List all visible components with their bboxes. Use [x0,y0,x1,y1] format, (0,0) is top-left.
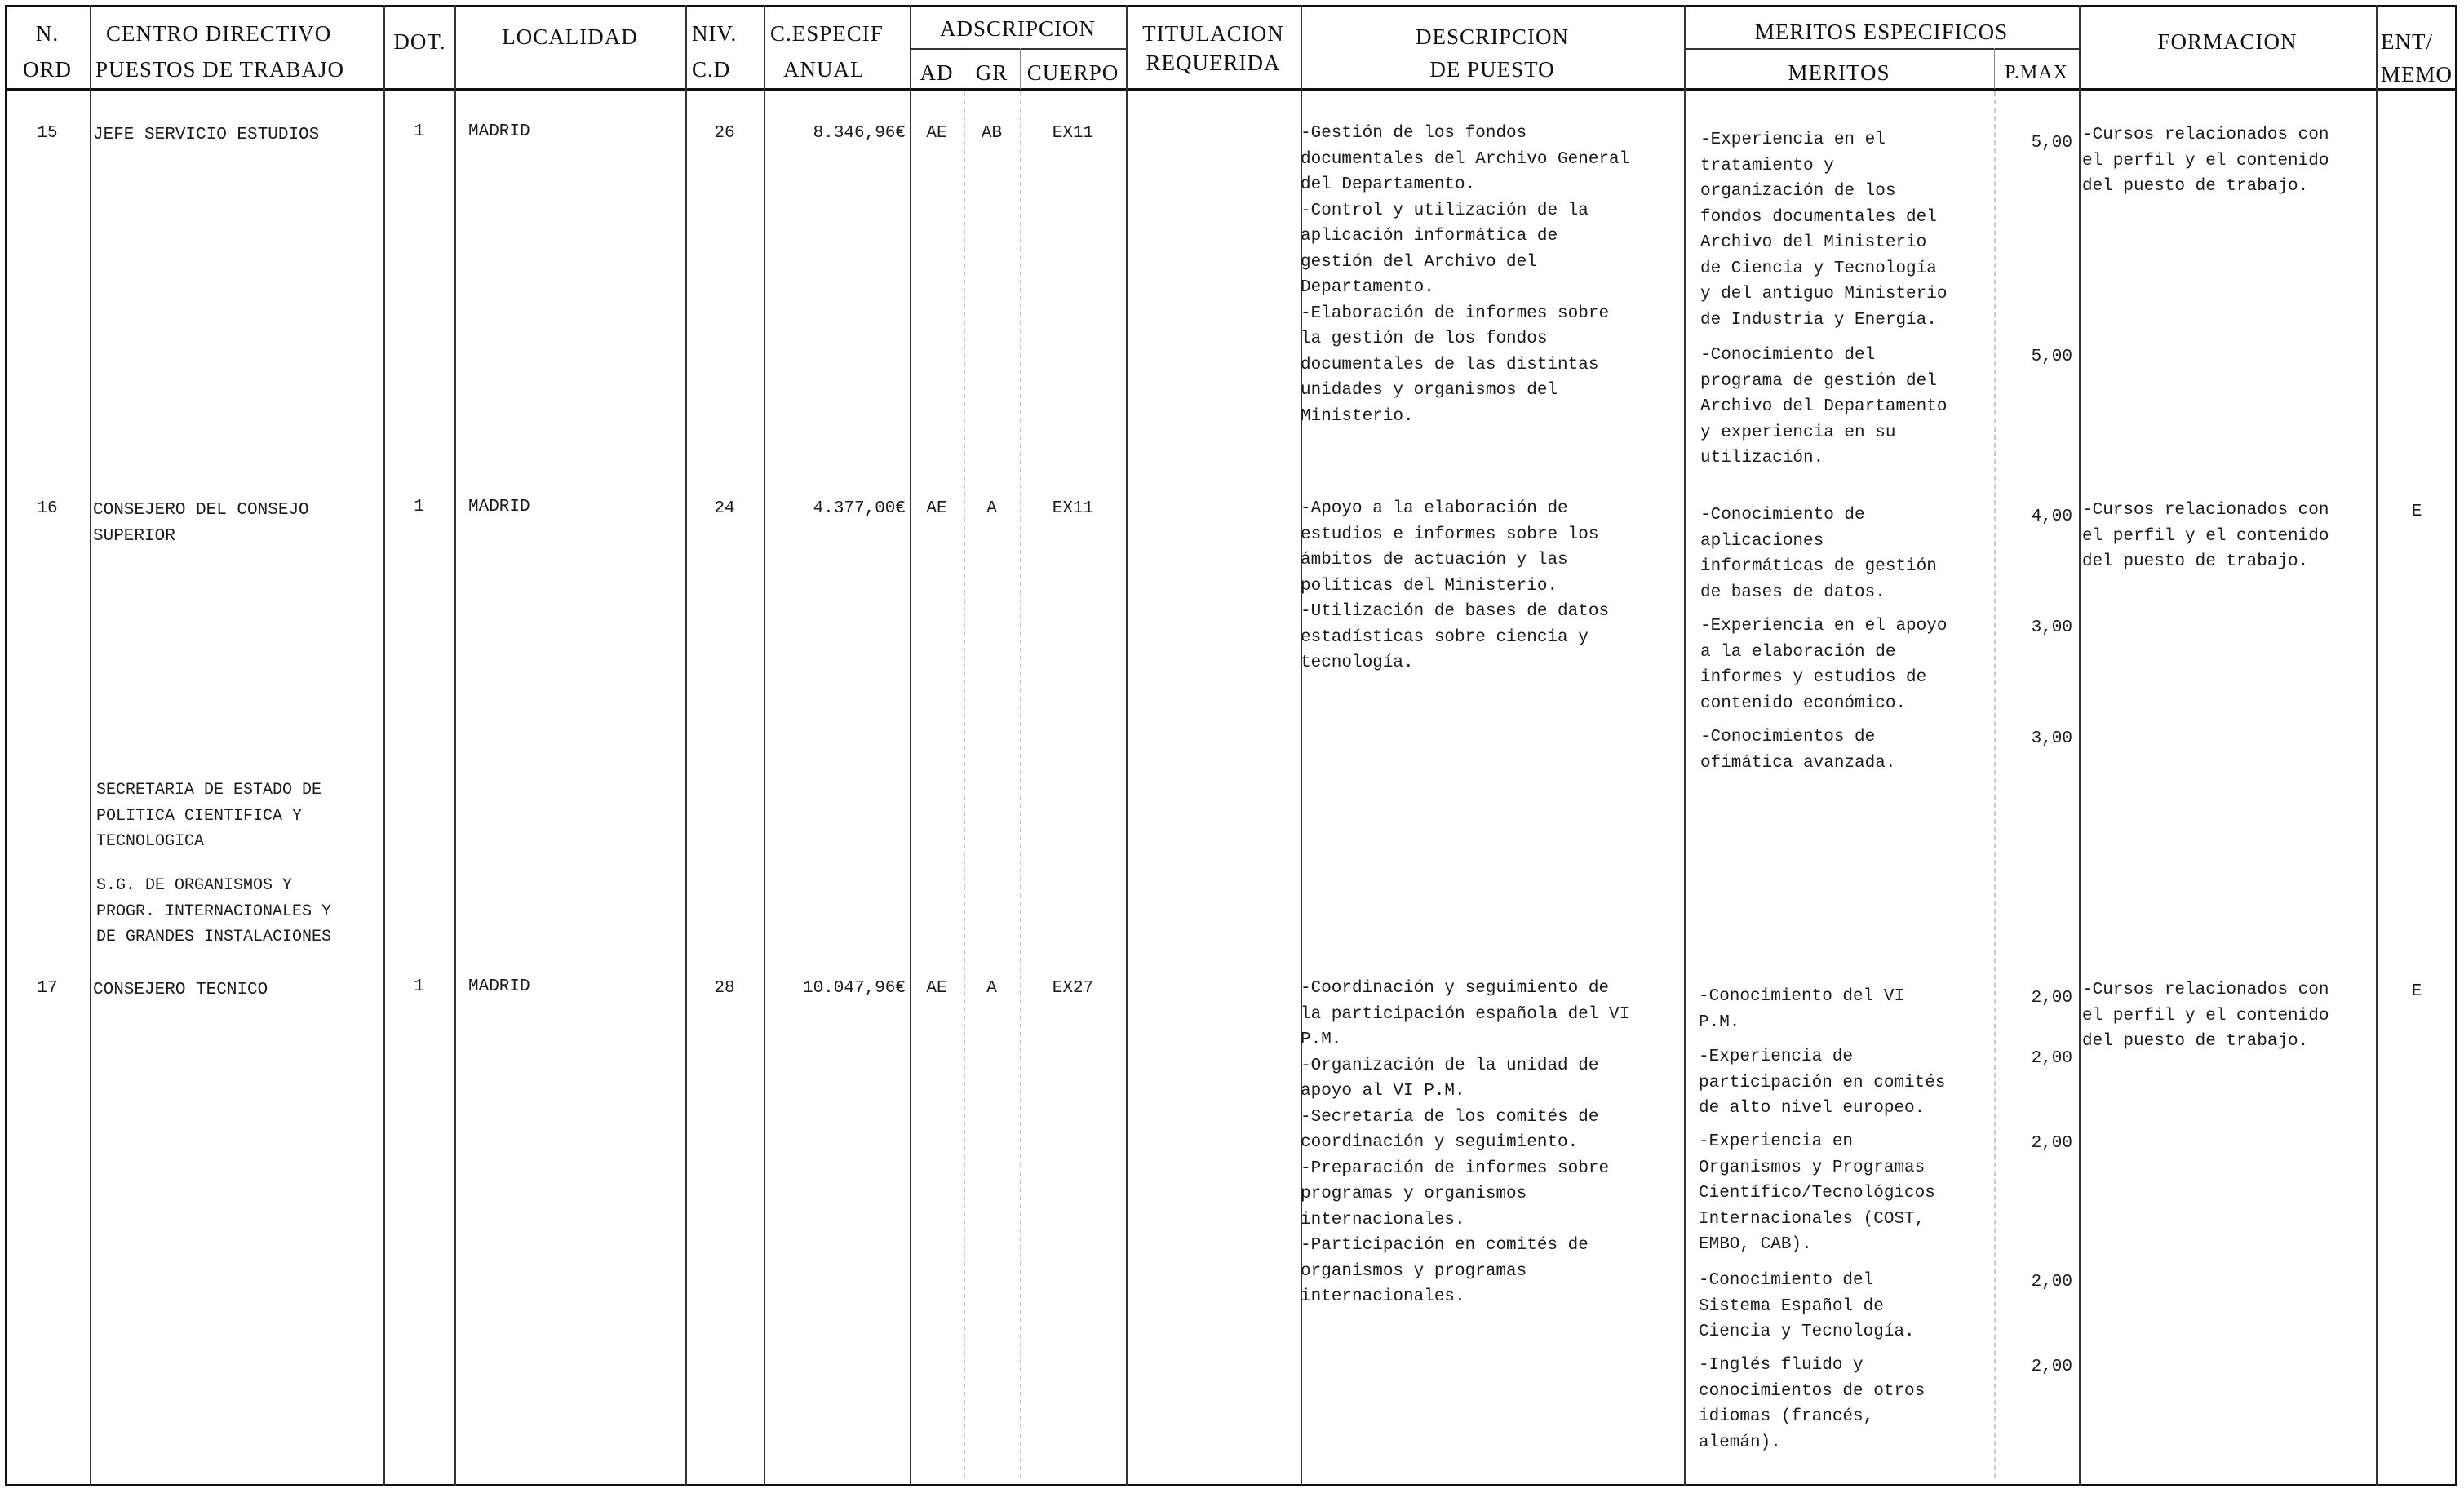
row-cuerpo: EX11 [1052,124,1094,143]
header-c-especif: C.ESPECIF [770,21,884,46]
ad-gr-dash [964,91,965,1478]
row-merito: -Inglés fluido y conocimientos de otros idiomas (francés, alemán). [1699,1356,1926,1452]
row-ad: AE [926,499,947,518]
col-rule [2376,5,2378,1486]
row-puesto: CONSEJERO TECNICO [93,981,268,999]
row-localidad: MADRID [468,122,530,141]
col-rule [1684,5,1686,1486]
row-especif: 10.047,96€ [802,979,906,998]
header-formacion: FORMACION [2157,29,2298,54]
row-merito-pmax: 2,00 [2031,989,2072,1008]
row-merito: -Conocimientos de ofimática avanzada. [1700,728,1896,773]
row-niv: 24 [714,499,735,518]
row-ord: 17 [37,979,58,998]
row-ent: E [2411,503,2422,521]
row-merito: -Conocimiento del Sistema Español de Ciencia y Tecnología. [1699,1271,1915,1341]
header-de-puesto: DE PUESTO [1429,57,1555,82]
row-merito: -Conocimiento de aplicaciones informáticas de gestión de bases de datos. [1700,506,1937,602]
row-merito: -Conocimiento del programa de gestión del Archivo del Departamento y experiencia en su utilización. [1700,346,1948,467]
row-merito: -Experiencia en Organismos y Programas Científico/Tecnológicos Internacionales (COST, EMBO, CAB). [1699,1132,1935,1254]
row-formacion: -Cursos relacionados con el perfil y el contenido del puesto de trabajo. [2082,126,2329,196]
gr-cuerpo-dash [1020,91,1021,1478]
row-merito-pmax: 3,00 [2031,618,2072,637]
row-merito-pmax: 2,00 [2031,1273,2072,1291]
row-niv: 28 [714,979,735,998]
col-rule [90,5,91,1486]
header-adscripcion: ADSCRIPCION [939,16,1097,41]
row-especif: 8.346,96€ [813,124,906,143]
adscripcion-sub-rule [910,48,1126,50]
header-pmax: P.MAX [2005,62,2068,83]
header-descripcion: DESCRIPCION [1415,24,1570,49]
col-rule [383,5,385,1486]
col-rule [685,5,687,1486]
header-memo: MEMO [2381,62,2453,86]
row-dot: 1 [414,977,424,996]
row-ent: E [2411,982,2422,1001]
header-anual: ANUAL [783,57,865,82]
header-meritos-especificos: MERITOS ESPECIFICOS [1754,20,2009,44]
row-merito-pmax: 2,00 [2031,1049,2072,1068]
row-dot: 1 [414,498,424,516]
col-rule [454,5,456,1486]
header-n: N. [35,21,60,46]
col-rule [910,5,911,1486]
header-requerida: REQUERIDA [1146,51,1281,75]
header-ent: ENT/ [2381,29,2433,54]
row-gr: A [986,979,997,998]
row-localidad: MADRID [468,498,530,516]
header-puestos-de-trabajo: PUESTOS DE TRABAJO [95,57,345,82]
row-cuerpo: EX27 [1052,979,1094,998]
row-cuerpo: EX11 [1052,499,1094,518]
row-descripcion: -Apoyo a la elaboración de estudios e informes sobre los ámbitos de actuación y las políticas del Ministerio. -Utilización de bases de datos estadísticas sobre ciencia y tecnología. [1301,499,1610,672]
col-rule [764,5,765,1486]
header-niv: NIV. [692,21,738,46]
row-formacion: -Cursos relacionados con el perfil y el contenido del puesto de trabajo. [2082,501,2329,571]
header-gr: GR [975,60,1008,85]
row-merito-pmax: 5,00 [2031,348,2072,366]
row-formacion: -Cursos relacionados con el perfil y el contenido del puesto de trabajo. [2082,981,2329,1051]
header-cuerpo: CUERPO [1026,60,1119,85]
header-centro-directivo: CENTRO DIRECTIVO [106,21,332,46]
header-ad: AD [920,60,954,85]
header-dot: DOT. [393,29,446,54]
row-puesto: CONSEJERO DEL CONSEJO SUPERIOR [93,501,309,546]
meritos-sub-rule [1684,48,2079,50]
row-merito-pmax: 4,00 [2031,507,2072,526]
row-descripcion: -Gestión de los fondos documentales del Archivo General del Departamento. -Control y utilización de la aplicación informática de gestión del Archivo del Departamento. -Elaboración de informes sobre la gestión de los fondos documentales de las distintas unidades y organismos del Ministerio. [1301,124,1630,426]
table-frame [5,5,2457,1486]
row-puesto: JEFE SERVICIO ESTUDIOS [93,126,320,144]
col-rule [1126,5,1128,1486]
header-meritos: MERITOS [1788,60,1890,85]
row-descripcion: -Coordinación y seguimiento de la participación española del VI P.M. -Organización de la unidad de apoyo al VI P.M. -Secretaría de los comités de coordinación y seguimiento. -Preparación de informes sobre programas y organismos internacionales. -Participación en comités de organismos y programas internacionales. [1301,979,1630,1306]
col-rule [2079,5,2081,1486]
row-gr: AB [981,124,1003,143]
row-localidad: MADRID [468,977,530,996]
row-merito-pmax: 2,00 [2031,1358,2072,1376]
header-localidad: LOCALIDAD [502,24,638,49]
row-merito-pmax: 5,00 [2031,134,2072,153]
row-merito-pmax: 3,00 [2031,729,2072,748]
row-merito: -Experiencia en el apoyo a la elaboración de informes y estudios de contenido económico. [1700,617,1948,713]
header-cd: C.D [692,57,731,82]
row-ord: 16 [37,499,58,518]
row-merito-pmax: 2,00 [2031,1134,2072,1153]
section-heading-subdireccion: S.G. DE ORGANISMOS Y PROGR. INTERNACIONALES Y DE GRANDES INSTALACIONES [96,876,332,946]
row-ad: AE [926,124,947,143]
row-gr: A [986,499,997,518]
row-ad: AE [926,979,947,998]
section-heading-secretaria: SECRETARIA DE ESTADO DE POLITICA CIENTIFICA Y TECNOLOGICA [96,781,322,851]
row-merito: -Conocimiento del VI P.M. [1699,987,1905,1032]
header-ord: ORD [22,57,72,82]
row-merito: -Experiencia de participación en comités de alto nivel europeo. [1699,1048,1946,1118]
row-especif: 4.377,00€ [813,499,906,518]
row-dot: 1 [414,122,424,141]
header-titulacion: TITULACION [1142,21,1284,46]
row-merito: -Experiencia en el tratamiento y organización de los fondos documentales del Archivo del Ministerio de Ciencia y Tecnología y del antiguo Ministerio de Industria y Energía. [1700,131,1948,330]
row-niv: 26 [714,124,735,143]
header-bottom-rule [5,88,2457,91]
row-ord: 15 [37,124,58,143]
